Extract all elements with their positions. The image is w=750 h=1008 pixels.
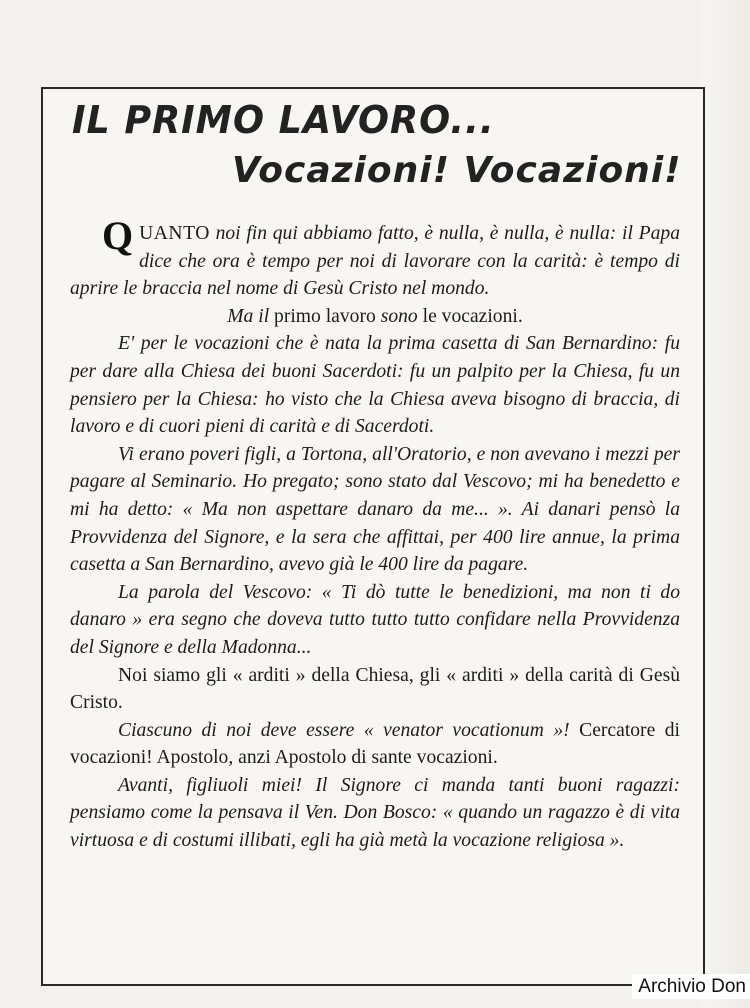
paragraph-7: [70, 717, 680, 772]
paragraph-6: Noi siamo gli « arditi » della Chiesa, gli « arditi » della carità di Gesù Cristo.: [70, 664, 680, 714]
scan-margin: [700, 0, 750, 1008]
paragraph-4: Vi erano poveri figli, a Tortona, all'Oratorio, e non avevano i mezzi per pagare al Seminario. Ho pregato; sono stato dal Vescovo; mi ha benedetto e mi ha detto: « Ma non aspettare danaro da me... ». Ai danari pensò la Provvidenza del Signore, e la sera che affittai, per 400 lire annue, la prima casetta a San Bernardino, avevo già le 400 lire da pagare.: [70, 443, 680, 576]
paragraph-2-part-d: le vocazioni.: [417, 305, 523, 327]
paragraph-7-part-b: Cercatore di vocazioni! Apostolo, anzi Apostolo di sante vocazioni.: [70, 719, 681, 769]
paragraph-5: La parola del Vescovo: « Ti dò tutte le benedizioni, ma non ti do danaro » era segno che doveva tutto tutto tutto confidare nella Provvidenza del Signore e della Madonna...: [70, 581, 680, 658]
paragraph-2-part-c: sono: [380, 305, 418, 327]
paragraph-2-part-b: primo lavoro: [269, 305, 381, 327]
drop-cap: Q: [102, 213, 134, 258]
article-title: IL PRIMO LAVORO...: [72, 98, 495, 142]
paragraph-2: [70, 303, 680, 331]
archive-watermark: Archivio Don: [632, 974, 750, 999]
paragraph-8: Avanti, figliuoli miei! Il Signore ci manda tanti buoni ragazzi: pensiamo come la pensava il Ven. Don Bosco: « quando un ragazzo è di vita virtuosa e di costumi illibati, egli ha già metà la vocazione religiosa ».: [70, 774, 680, 852]
lead-word: UANTO: [139, 223, 210, 244]
article-subtitle: Vocazioni! Vocazioni!: [232, 150, 682, 191]
article-body: [70, 213, 681, 855]
paragraph-1: [70, 213, 680, 303]
paragraph-7-part-a: Ciascuno di noi deve essere « venator vocationum »!: [118, 719, 570, 741]
paragraph-1-text: noi fin qui abbiamo fatto, è nulla, è nulla, è nulla: il Papa dice che ora è tempo per noi di lavorare con la carità: è tempo di aprire le braccia nel nome di Gesù Cristo nel mondo.: [70, 223, 680, 300]
paragraph-2-part-a: Ma il: [227, 305, 270, 327]
paragraph-3: E' per le vocazioni che è nata la prima casetta di San Bernardino: fu per dare alla Chiesa dei buoni Sacerdoti: fu un palpito per la Chiesa, fu un pensiero per la Chiesa: ho visto che la Chiesa aveva bisogno di braccia, di lavoro e di cuori pieni di carità e di Sacerdoti.: [70, 333, 680, 438]
